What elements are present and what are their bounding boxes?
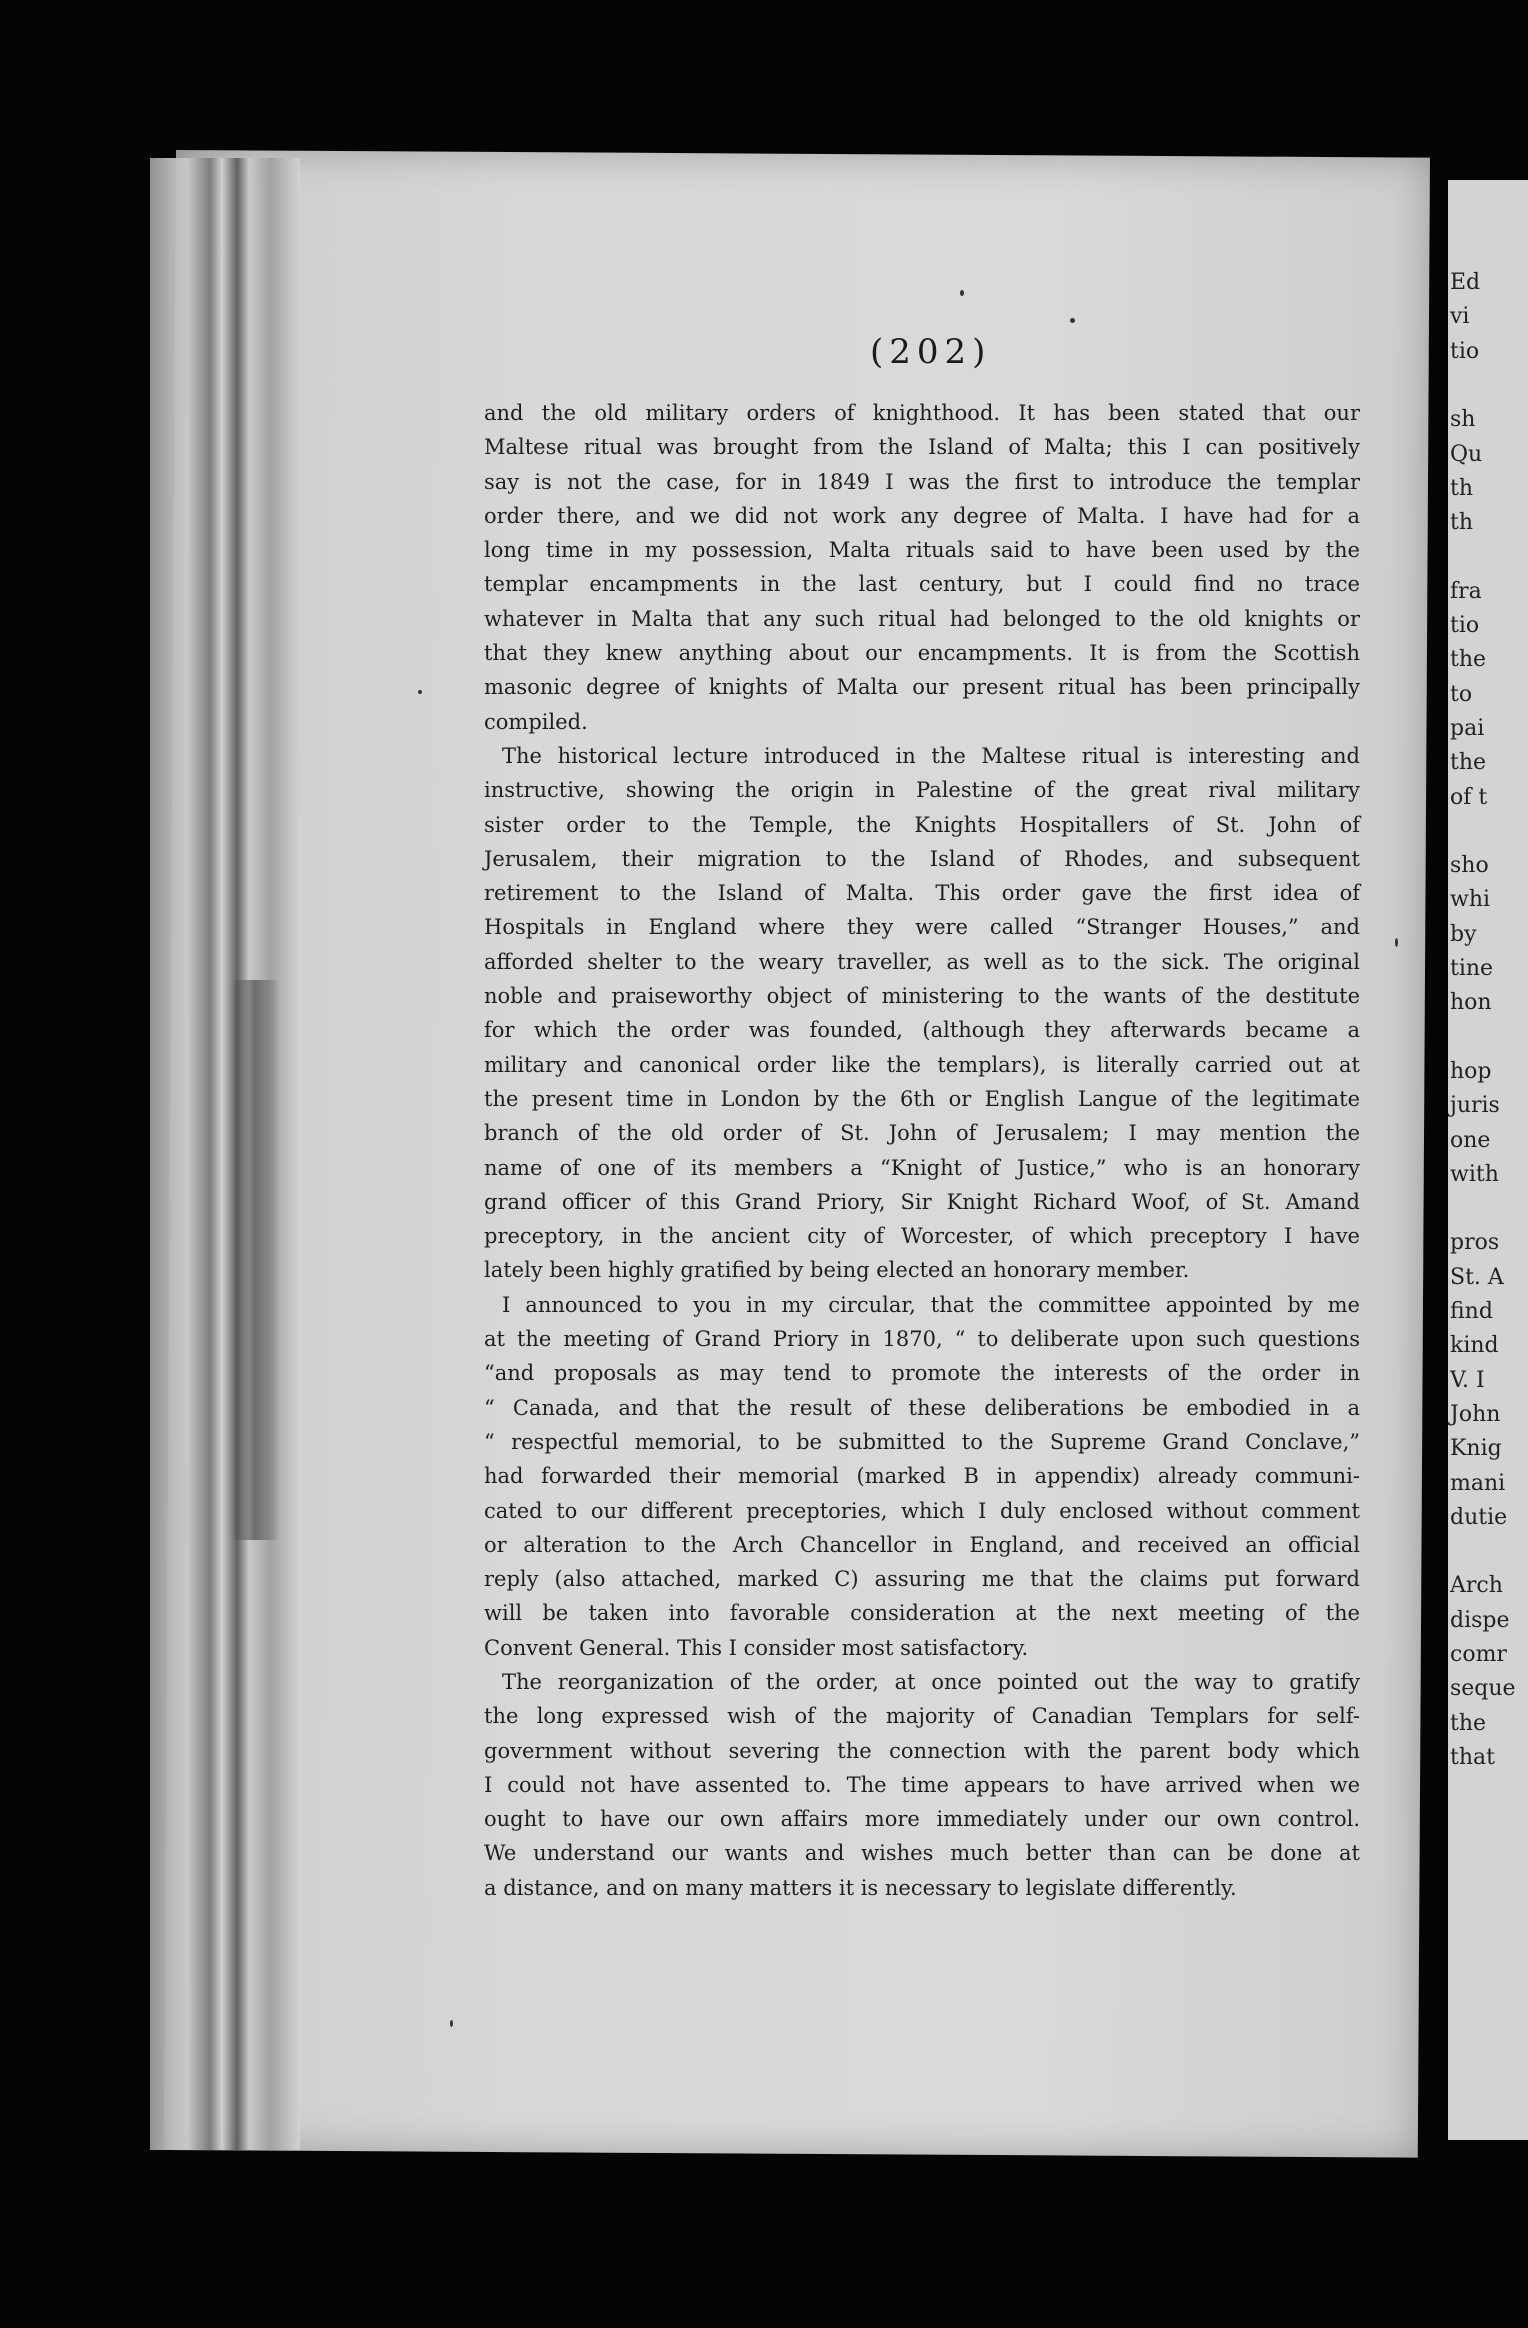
text-line: sister order to the Temple, the Knights Hospitallers of St. John of: [484, 812, 1360, 837]
adjacent-page-fragment: mani: [1450, 1470, 1506, 1496]
ink-speck: [1395, 938, 1398, 947]
text-line: that they knew anything about our encampments. It is from the Scottish: [484, 641, 1360, 666]
adjacent-page: [1448, 180, 1528, 2140]
text-line: the long expressed wish of the majority of Canadian Templars for self-: [484, 1704, 1360, 1729]
text-line: military and canonical order like the templars), is literally carried out at: [484, 1052, 1360, 1077]
paragraph: [484, 739, 1360, 1288]
text-line: noble and praiseworthy object of ministering to the wants of the destitute: [484, 984, 1360, 1009]
text-line: at the meeting of Grand Priory in 1870, “ to deliberate upon such questions: [484, 1327, 1360, 1352]
text-line: masonic degree of knights of Malta our present ritual has been principally: [484, 675, 1360, 700]
text-line: afforded shelter to the weary traveller, as well as to the sick. The original: [484, 949, 1360, 974]
text-line: “ respectful memorial, to be submitted to the Supreme Grand Conclave,”: [484, 1429, 1360, 1454]
text-line: Jerusalem, their migration to the Island of Rhodes, and subsequent: [484, 846, 1360, 871]
text-line: Maltese ritual was brought from the Island of Malta; this I can positively: [484, 435, 1360, 460]
adjacent-page-fragment: th: [1450, 475, 1474, 501]
adjacent-page-text: [1448, 180, 1528, 2140]
text-line: or alteration to the Arch Chancellor in England, and received an official: [484, 1532, 1360, 1557]
text-line: The reorganization of the order, at once pointed out the way to gratify: [502, 1669, 1360, 1694]
text-line: I announced to you in my circular, that the committee appointed by me: [502, 1292, 1360, 1317]
adjacent-page-fragment: vi: [1450, 304, 1470, 330]
adjacent-page-fragment: Ed: [1450, 270, 1481, 295]
text-line: ought to have our own affairs more immediately under our own control.: [484, 1807, 1360, 1832]
adjacent-page-fragment: comr: [1450, 1642, 1507, 1667]
text-line: a distance, and on many matters it is necessary to legislate differently.: [484, 1875, 1237, 1900]
text-line: retirement to the Island of Malta. This order gave the first idea of: [484, 881, 1360, 906]
adjacent-page-fragment: sho: [1450, 853, 1489, 879]
page-number: (202): [870, 332, 992, 372]
adjacent-page-fragment: hop: [1450, 1058, 1492, 1084]
adjacent-page-fragment: hon: [1450, 990, 1492, 1016]
text-line: name of one of its members a “Knight of Justice,” who is an honorary: [484, 1155, 1360, 1180]
adjacent-page-fragment: th: [1450, 510, 1474, 536]
adjacent-page-fragment: dutie: [1450, 1504, 1508, 1530]
text-line: long time in my possession, Malta rituals said to have been used by the: [484, 538, 1360, 563]
text-line: compiled.: [484, 709, 588, 734]
adjacent-page-fragment: tio: [1450, 338, 1480, 364]
adjacent-page-fragment: whi: [1450, 887, 1491, 913]
adjacent-page-fragment: tine: [1450, 956, 1494, 981]
paragraph: [484, 1288, 1360, 1665]
adjacent-page-fragment: by: [1450, 921, 1477, 947]
text-line: Convent General. This I consider most satisfactory.: [484, 1635, 1029, 1660]
binding-shadow: [230, 980, 280, 1540]
text-line: Hospitals in England where they were called “Stranger Houses,” and: [484, 915, 1360, 940]
adjacent-page-fragment: juris: [1450, 1093, 1500, 1119]
ink-speck: [960, 290, 964, 296]
adjacent-page-fragment: pai: [1450, 715, 1485, 741]
adjacent-page-fragment: tio: [1450, 613, 1480, 638]
text-line: had forwarded their memorial (marked B in appendix) already communi-: [484, 1464, 1360, 1489]
adjacent-page-fragment: seque: [1450, 1676, 1516, 1702]
text-line: order there, and we did not work any degree of Malta. I have had for a: [484, 503, 1360, 528]
adjacent-page-fragment: sh: [1450, 407, 1476, 433]
adjacent-page-fragment: dispe: [1450, 1607, 1510, 1633]
text-line: preceptory, in the ancient city of Worcester, of which preceptory I have: [484, 1224, 1360, 1249]
adjacent-page-fragment: John: [1450, 1401, 1501, 1427]
adjacent-page-fragment: find: [1450, 1299, 1493, 1324]
adjacent-page-fragment: the: [1450, 750, 1487, 776]
paragraph: [484, 1665, 1360, 1905]
adjacent-page-fragment: Qu: [1450, 441, 1483, 467]
adjacent-page-fragment: to: [1450, 681, 1473, 707]
text-line: I could not have assented to. The time appears to have arrived when we: [484, 1772, 1360, 1797]
text-line: whatever in Malta that any such ritual had belonged to the old knights or: [484, 606, 1360, 631]
text-line: branch of the old order of St. John of Jerusalem; I may mention the: [484, 1121, 1360, 1146]
adjacent-page-fragment: kind: [1450, 1333, 1499, 1359]
text-line: and the old military orders of knighthood. It has been stated that our: [484, 401, 1360, 425]
text-line: lately been highly gratified by being elected an honorary member.: [484, 1258, 1190, 1283]
adjacent-page-fragment: that: [1450, 1744, 1495, 1770]
adjacent-page-fragment: one: [1450, 1127, 1491, 1153]
adjacent-page-fragment: Knig: [1450, 1436, 1502, 1462]
text-line: instructive, showing the origin in Palestine of the great rival military: [484, 778, 1360, 803]
ink-speck: [418, 690, 422, 694]
text-line: the present time in London by the 6th or English Langue of the legitimate: [484, 1086, 1360, 1111]
text-line: “and proposals as may tend to promote the interests of the order in: [484, 1361, 1360, 1386]
adjacent-page-fragment: V. I: [1450, 1367, 1485, 1393]
adjacent-page-fragment: the: [1450, 647, 1487, 673]
text-line: templar encampments in the last century, but I could find no trace: [484, 572, 1360, 597]
adjacent-page-fragment: with: [1450, 1161, 1499, 1187]
text-line: We understand our wants and wishes much better than can be done at: [484, 1841, 1360, 1866]
ink-speck: [450, 2020, 453, 2027]
text-line: The historical lecture introduced in the Maltese ritual is interesting and: [502, 743, 1360, 768]
adjacent-page-fragment: pros: [1450, 1230, 1500, 1256]
adjacent-page-fragment: of t: [1450, 784, 1488, 810]
text-line: say is not the case, for in 1849 I was the first to introduce the templar: [484, 469, 1360, 494]
text-line: reply (also attached, marked C) assuring me that the claims put forward: [484, 1567, 1360, 1592]
text-line: grand officer of this Grand Priory, Sir Knight Richard Woof, of St. Amand: [484, 1189, 1360, 1214]
ink-speck: [1070, 318, 1075, 323]
adjacent-page-fragment: fra: [1450, 578, 1482, 604]
text-line: government without severing the connection with the parent body which: [484, 1738, 1360, 1763]
text-line: “ Canada, and that the result of these deliberations be embodied in a: [484, 1395, 1360, 1420]
text-line: for which the order was founded, (although they afterwards became a: [484, 1018, 1360, 1043]
paragraph: [484, 396, 1360, 739]
text-line: will be taken into favorable consideration at the next meeting of the: [484, 1601, 1360, 1626]
adjacent-page-fragment: Arch: [1450, 1573, 1503, 1599]
body-text: [484, 396, 1360, 1905]
adjacent-page-fragment: St. A: [1450, 1264, 1504, 1290]
adjacent-page-fragment: the: [1450, 1710, 1487, 1736]
text-line: cated to our different preceptories, which I duly enclosed without comment: [484, 1498, 1360, 1523]
